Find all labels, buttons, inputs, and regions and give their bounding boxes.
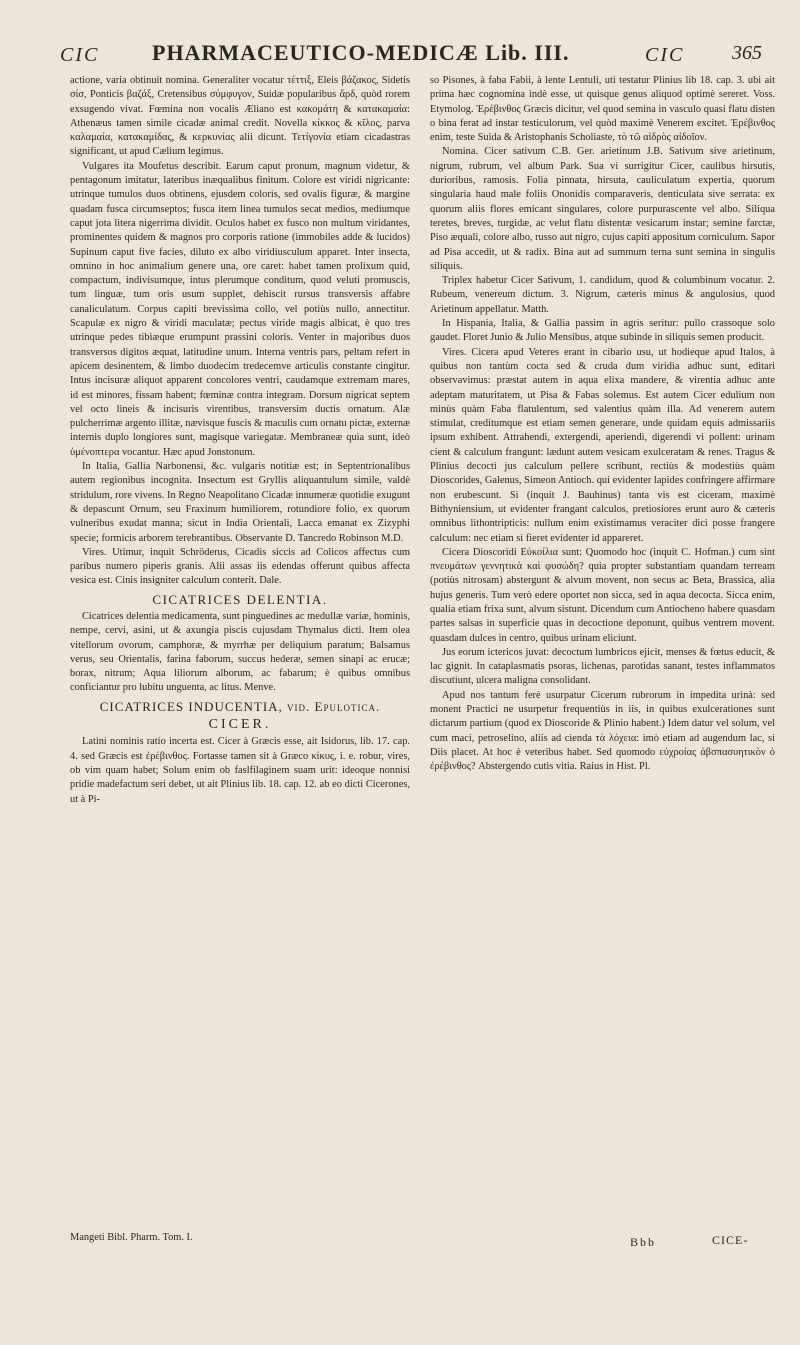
footer-imprint: Mangeti Bibl. Pharm. Tom. I.	[70, 1232, 193, 1243]
header-title: PHARMACEUTICO-MEDICÆ Lib. III.	[152, 40, 570, 65]
running-header	[60, 40, 780, 70]
paragraph: Nomina. Cicer sativum C.B. Ger. arietinum J.B. Sativum sive arietinum, nigrum, rubrum, vel album Park. Sua vi surrigitur Cicer, caulibus hirsutis, durioribus, ramosis. Folia pinnata, hirsuta, cauliculatum expertia, quorum singularia haud male foliis Ononidis comparaveris, denticulata sive serrata: ex quorum aliis flores emicant singulares, colore purpurascente vel albo. Siliqua teretes, breves, turgidæ, ac velut flatu distentæ vesicarum instar; semine farctæ, Piso æquali, colore albo, russo aut nigro, cujus capiti appositum corniculum. Sapor ad Pisa accedit, ut & radix. Bina aut ad summum terna sunt semina in singulis siliquis.	[430, 146, 775, 272]
right-column	[430, 74, 775, 775]
catchword: CICE-	[712, 1233, 749, 1247]
paragraph: actione, varia obtinuit nomina. Generaliter vocatur τέττιξ, Eleis βάζακος, Sidetis σίσ, Ponticis βαζάξ, Cretensibus σύμφυγον, Suidæ popularibus ἄρδ, quòd rorem exsugendo vivat. Fœmina non vocalis Æliano est κακομάτη & κατακαμαία: Athenæus tamen simile cicadæ animal credit. Novella κίκκος & κῖλος, parva καλαμαία, κατακαμίδας, & κερκυνίας alii dicunt. Τετίγονία etiam cicadastras significant, ut apud Cælium legimus.	[70, 75, 410, 158]
paragraph: Apud nos tantum ferè usurpatur Cicerum rubrorum in impedita urinà: sed monent Practici ne usurpetur frequentiùs in iis, in quibus exulcerationes sunt dictarum partium (quod ex Dioscoride & Plinio habent.) Idem datur vel solum, vel cum maci, petroselino, aliis ad cienda τὰ λόχεια: imò etiam ad augendum lac, si Diis placet. At hoc è veteribus habet. Sed quomodo εὐχροίας ἀβσπασυητικὸν ὁ ἐρέβινθος? Abstergendo cutis vitia. Raius in Hist. Pl.	[430, 689, 775, 773]
paragraph: In Hispania, Italia, & Gallia passim in agris seritur: pullo crassoque solo gaudet. Floret Junio & Julio Mensibus, atque subinde in siliquis semen producit.	[430, 318, 775, 344]
section-heading: CICER.	[208, 717, 272, 733]
paragraph: Vires. Cicera apud Veteres erant in cibario usu, ut hodieque apud Italos, à quibus non tantùm cocta sed & cruda dum viridia adhuc sunt, editari observavimus: præstat autem in aqua elixa mandere, & virentia adhuc ante adeptam maturitatem, ut Pisa & Fabas solemus. Est autem Cicer edulium non minùs quàm Faba flatulentum, sed valentius quàm illa. Ad venerem autem stimulat, creditumque est etiam semen generare, unde quidam equis admissariis ipsum exhibent. Attrahendi, extergendi, aperiendi, digerendi vi pollent: urinam cient & calculum frangunt: lædunt autem vesicam exulceratam & renes. Tragus & Plinius decocti jus calculum pellere scribunt, rectiùs & modestiùs quàm Dioscorides, Galenus, Simeon Antioch. qui evidenter lapides confringere affirmare non erubescunt. Si (inquit J. Bauhinus) tanta vis est ciceram, maximè Bithyniensium, ut evidenter frangant calculos, pretiosiores erunt auro & cæteris omnibus lithontripticis: nullum enim existimamus veraciter dici posse frangere calculum: nec etiam si fieret evidenter id appareret.	[430, 346, 775, 544]
paragraph: Cicatrices delentia medicamenta, sunt pinguedines ac medullæ variæ, hominis, nempe, cervi, asini, ut & axungia piscis cujusdam Thymalus dicti. Item olea vitellorum ovorum, camphoræ, & myrrhæ per deliquium paratum; Balsamus verus, seu Orientalis, farina faborum, succus hederæ, semen sinapi ac erucæ; borax, nitrum; Aqua liliorum alborum, ac fabarum; è quibus omnibus conficiantur pro lubitu unguenta, ac litus. Menve.	[70, 610, 410, 694]
header-right-word: CIC	[645, 44, 685, 66]
paragraph: Vires. Utimur, inquit Schröderus, Cicadis siccis ad Colicos affectus cum paribus numero piperis granis. Alii assas iis edendas offerunt quibus affecta vesica est. Cinis insigniter calculum conterit. Dale.	[70, 546, 410, 587]
paragraph: Cicera Dioscoridi Εὐκοίλια sunt: Quomodo hoc (inquit C. Hofman.) cum sint πνευμάτων γεννητικὰ καὶ φυσώδη? quia propter substantiam quandam terream (potiùs nitrosam) abstergunt & alvum movent, non secus ac Beta, Brassica, alia hujus generis. Tum verò edere oportet non sicca, sed in aqua decocta. Sicca enim, qualia etiam frixa sunt, alvum sistunt. Dicendum cum Antiocheno habere quasdam partes salsas in superficie quas in decoctione deponunt, quibus ventrem movent. quasdam dulces in centro, quibus urinam eliciunt.	[430, 546, 775, 644]
section-heading: CICATRICES INDUCENTIA, vid. Epulotica.	[99, 698, 381, 714]
page-number: 365	[732, 42, 762, 64]
left-column	[70, 74, 410, 807]
paragraph: Triplex habetur Cicer Sativum, 1. candidum, quod & columbinum vocatur. 2. Rubeum, venereum dictum. 3. Nigrum, cæteris minus & angulosius, quod Arietinum appellatur. Matth.	[430, 275, 775, 315]
paragraph: so Pisones, à faba Fabii, à lente Lentuli, uti testatur Plinius lib 18. cap. 3. ubi ait prima hæc cognomina indè esse, ut quisque genus aliquod optimè sereret. Voss. Etymolog. Ἐρέβινθος Græcis dicitur, vel quod semina in vasculo quasi flatu disten o bina ferat ad instar testiculorum, vel quòd maximè Venerem excitet. Ἐρέβινθος enim, teste Suida & Aristophanis Scholiaste, τὸ τῶ αἰδρὸς αἰδοῖον.	[430, 75, 775, 144]
paragraph: Vulgares ita Moufetus describit. Earum caput pronum, magnum videtur, & pentagonum imitatur, lateribus inæqualibus finitum. Colore est viridi nigricante: utrinque tumulos duos obtinens, ejusdem coloris, sed ovalis figuræ, & margine quadam fusca circumseptos; fusca item linea tumulos secat medios, mediumque caput jota litera nigerrima dividit. Oculos habet ex fusco non multum viridantes, prominentes quidem & magnos pro corporis ratione (immobiles adde & lucidos) Supinum caput five facies, diluto ex albo viridiusculum apparet. Inter insecta, omnino in hoc animalium genere una, ore caret: habet tamen prolixum quid, compactum, indivisumque, intus plerumque conditum, quod veluti promuscis, tum linguæ, tum oris usum supplet, dehiscit rursus transversis affabre canaliculatum. Corpus capiti brevissima collo, vel potiùs nullo, annectitur. Scapulæ ex nigro & viridi maculatæ; pectus viride magis albicat, è quo tres utrinque pedes tibiæque erumpunt prassini coloris. Venter in majoribus duos transversos digitos æquat, latitudine unum. Interna ventris pars, peltam refert in apicem desinentem, & limbo duodecim tredecemve articulis constante cingitur. Intus incisuræ aliquot apparent concolores ventri, caudamque extremam mares, id est minores, fissam habent; fœminæ contra integram. Dorsum nigricat septem vel octo lineis & incisuris virentibus, transversim ductis ornatum. Alæ pulcherrimæ argento illitæ, nævisque fuscis & maculis cum ornatu pictæ, externæ internis duplo longiores sunt, magisque variegatæ. Membraneæ quia sunt, ideò ὑμένοπτερα vocantur. Hæc apud Jonstonum.	[70, 160, 410, 458]
section-heading: CICATRICES DELENTIA.	[152, 591, 328, 607]
paragraph: Jus eorum ictericos juvat: decoctum lumbricos ejicit, menses & fœtus educit, & lac gignit. In cataplasmatis psoras, lichenas, parotidas sanant, testes inflammatos discutiunt, ulcera maligna consolidant.	[430, 646, 775, 687]
signature-mark: Bbb	[630, 1235, 657, 1249]
header-left-word: CIC	[60, 44, 100, 66]
paragraph: Latini nominis ratio incerta est. Cicer à Græcis esse, ait Isidorus, lib. 17. cap. 4. sed Græcis est ἐρέβινθος. Fortasse tamen sit à Græco κίκυς, i. e. robur, vires, ob vim quam habet; Solum enim ob faslfilaginem suam urit: ideoque nonnisi pridie madefactum seri debet, ut ait Plinius lib. 18. cap. 12. ab eo dicti Cicerones, ut à Pi-	[70, 736, 410, 805]
paragraph: In Italia, Gallia Narbonensi, &c. vulgaris notitiæ est; in Septentrionalibus autem regionibus incognita. Insectum est Gryllis aliquantulum simile, valdè stridulum, rore vivens. In Regno Neapolitano Cicadæ innumeræ quotidie exugunt & depascunt Ornum, seu Fraxinum humiliorem, rotundiore folio, ex quorum vulneribus exudat manna; sicut in India Orientali, Lacca emanat ex Zizyphi specie; formicis arborem terebrantibus. Observante D. Tancredo Robinson M.D.	[70, 461, 410, 544]
